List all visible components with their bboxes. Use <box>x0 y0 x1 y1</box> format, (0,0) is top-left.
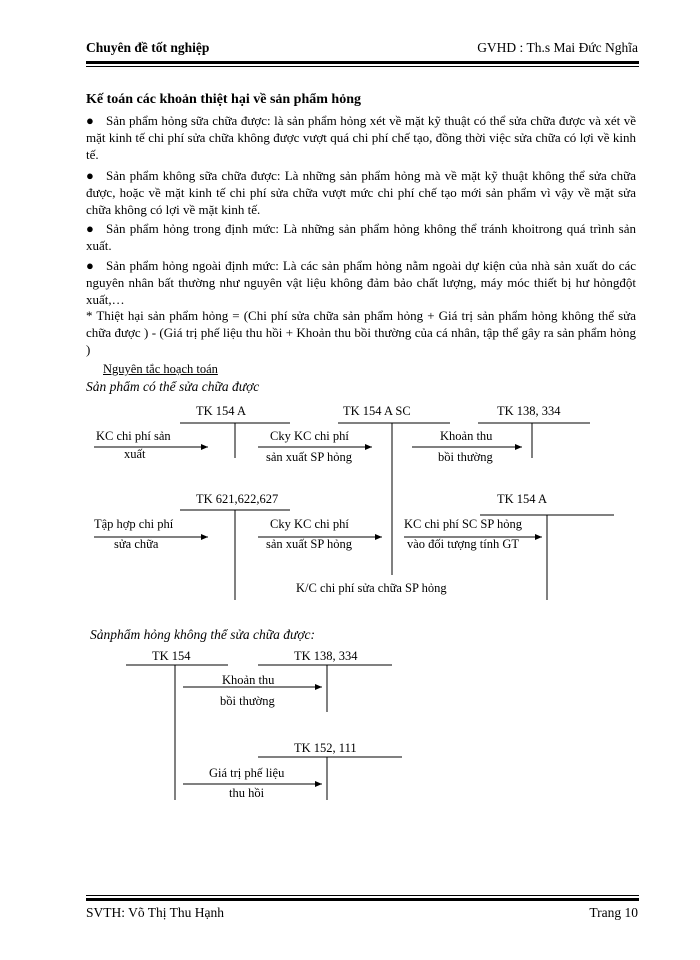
label-cky-kc-1-line2: sản xuất SP hỏng <box>266 450 352 464</box>
account-tk154a-bottom: TK 154 A <box>497 492 547 506</box>
principle-heading: Nguyên tắc hoạch toán <box>103 362 218 376</box>
label-cky-kc-2-line2: sản xuất SP hỏng <box>266 537 352 551</box>
footer-right: Trang 10 <box>589 905 638 920</box>
account-tk152-111: TK 152, 111 <box>294 741 357 755</box>
bullet-3-text: Sản phẩm hỏng trong định mức: Là những sản phẩm hỏng không thể tránh khoitrong quá trình sản xuất. <box>86 221 636 253</box>
bullet-dot-icon: ● <box>86 168 94 183</box>
header-left: Chuyên đề tốt nghiệp <box>86 40 210 55</box>
account-tk154: TK 154 <box>152 649 191 663</box>
footer-left: SVTH: Võ Thị Thu Hạnh <box>86 905 225 920</box>
footer-rule-thin <box>86 895 639 896</box>
label-gia-tri-line2: thu hồi <box>229 786 265 800</box>
diagram2-title: Sảnphẩm hỏng không thể sửa chữa được: <box>90 627 316 642</box>
section-title: Kế toán các khoản thiệt hại về sản phẩm hỏng <box>86 92 361 107</box>
account-tk154asc: TK 154 A SC <box>343 404 411 418</box>
bullet-dot-icon: ● <box>86 221 94 236</box>
account-tk138-334: TK 138, 334 <box>497 404 561 418</box>
account-tk621: TK 621,622,627 <box>196 492 279 506</box>
header-right: GVHD : Th.s Mai Đức Nghĩa <box>477 40 638 55</box>
bullet-2-text: Sản phẩm không sữa chữa được: Là những sản phẩm hỏng mà về mặt kỹ thuật không thể sửa chữa được, hoặc về mặt kinh tế chi phí sửa chữa vượt mức chi phí chế tạo mới sản phẩm vì vậy về mặt sửa chữa không có lợi về mặt kinh tế. <box>86 168 636 217</box>
label-khoan-thu-1-line1: Khoản thu <box>440 429 493 443</box>
label-kc-chi-phi-sx-1: KC chi phí sản <box>96 429 171 443</box>
account-tk138-334-2: TK 138, 334 <box>294 649 358 663</box>
label-khoan-thu-1-line2: bồi thường <box>438 450 493 464</box>
label-kc-sc-line2: vào đối tượng tính GT <box>407 537 519 551</box>
bullet-4-text: Sản phẩm hỏng ngoài định mức: Là các sản phẩm hỏng nằm ngoài dự kiện của nhà sản xuất do các nguyên nhân bất thường như nguyên vật liệu không đảm bảo chất lượng, máy móc thiết bị hư hỏngđột xuất,… <box>86 258 636 307</box>
label-kc-sc-line1: KC chi phí SC SP hỏng <box>404 517 522 531</box>
label-gia-tri-line1: Giá trị phế liệu <box>209 766 285 780</box>
footer-rule-thick <box>86 898 639 901</box>
formula: * Thiệt hại sản phẩm hỏng = (Chi phí sửa chữa sản phẩm hỏng + Giá trị sản phẩm hỏng không thể sửa chữa được ) - (Giá trị phế liệu thu hồi + Khoản thu bồi thường của cá nhân, tập thể gây ra sản phẩm hỏng ) <box>86 308 636 357</box>
account-tk154a-top: TK 154 A <box>196 404 246 418</box>
label-khoan-thu-2-line1: Khoản thu <box>222 673 275 687</box>
bullet-dot-icon: ● <box>86 113 94 128</box>
label-cky-kc-1-line1: Cky KC chi phí <box>270 429 349 443</box>
label-khoan-thu-2-line2: bồi thường <box>220 694 275 708</box>
bullet-dot-icon: ● <box>86 258 94 273</box>
label-kc-bottom: K/C chi phí sửa chữa SP hỏng <box>296 581 447 595</box>
label-kc-chi-phi-sx-2: xuất <box>124 447 146 461</box>
label-cky-kc-2-line1: Cky KC chi phí <box>270 517 349 531</box>
label-tap-hop-line2: sửa chữa <box>114 537 159 551</box>
label-tap-hop-line1: Tập hợp chi phí <box>94 517 174 531</box>
diagram1-title: Sản phẩm có thể sửa chữa được <box>86 379 260 394</box>
bullet-1-text: Sản phẩm hỏng sữa chữa được: là sản phẩm hỏng xét về mặt kỹ thuật có thể sửa chữa được và xét về mặt kinh tế chi phí sửa chữa không được vượt quá chi phí chế tạo, đồng thời việc sửa chữa có lợi về kinh tế. <box>86 113 636 162</box>
